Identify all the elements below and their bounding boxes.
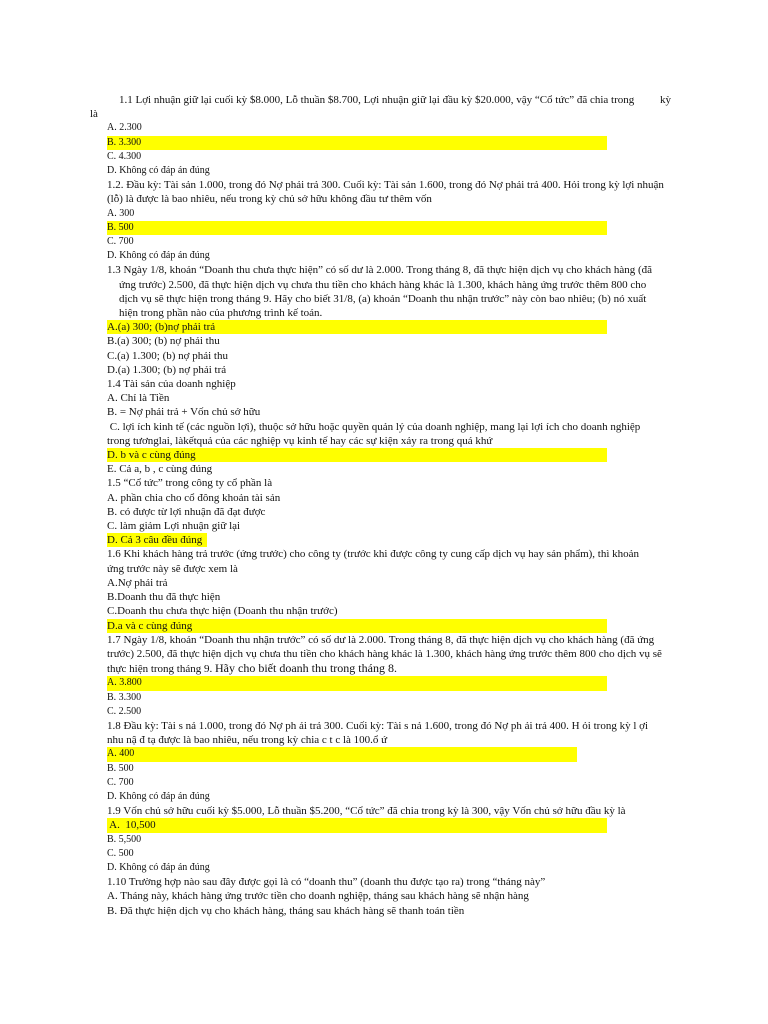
question-3-text: 1.3 Ngày 1/8, khoản “Doanh thu chưa thực hiện” có số dư là 2.000. Trong tháng 8, đã thực hiện dịch vụ cho khách hàng (đã bbox=[107, 264, 653, 277]
option-a: A. phần chia cho cổ đông khoản tài sản bbox=[107, 491, 281, 504]
option-a: A. 2.300 bbox=[107, 122, 142, 134]
question-7-text-line2: trước) 2.500, đã thực hiện dịch vụ chưa thu tiền cho khách hàng khác là 1.300, khách hàng ứng trước thêm 800 cho dịch vụ sẽ bbox=[107, 647, 662, 660]
option-c: C. 700 bbox=[107, 236, 134, 248]
question-text-tail: kỳ bbox=[660, 94, 671, 106]
question-6-text: 1.6 Khi khách hàng trả trước (ứng trước) cho công ty (trước khi được công ty cung cấp dịch vụ hay sản phẩm), thì khoản bbox=[107, 548, 640, 561]
question-3-text-line4: hiện trong phần nào của phương trình kế toán. bbox=[119, 307, 323, 320]
option-d: D.(a) 1.300; (b) nợ phải trả bbox=[107, 363, 227, 376]
option-d: D. Không có đáp án đúng bbox=[107, 790, 210, 802]
question-5-text: 1.5 “Cổ tức” trong công ty cổ phần là bbox=[107, 477, 273, 490]
option-c: C.Doanh thu chưa thực hiện (Doanh thu nhận trước) bbox=[107, 605, 338, 618]
question-3-text-line3: dịch vụ sẽ thực hiện trong tháng 9. Hãy cho biết 31/8, (a) khoản “Doanh thu nhận trước” này còn bao nhiêu; (b) nó xuất bbox=[119, 292, 647, 305]
question-2-text: 1.2. Đầu kỳ: Tài sản 1.000, trong đó Nợ phải trả 300. Cuối kỳ: Tài sản 1.600, trong đó Nợ phải trả 400. Hỏi trong kỳ lợi nhuận bbox=[107, 179, 664, 192]
spacer bbox=[107, 107, 692, 121]
option-d-correct: D.a và c cùng đúng bbox=[107, 619, 607, 633]
option-b: B. 500 bbox=[107, 762, 134, 774]
option-d: D. Không có đáp án đúng bbox=[107, 165, 210, 176]
option-b: B. 3.300 bbox=[107, 691, 142, 703]
question-2-text-line2: (lỗ) là được là bao nhiêu, nếu trong kỳ chủ sở hữu không đầu tư thêm vốn bbox=[107, 193, 432, 206]
question-10-text: 1.10 Trường hợp nào sau đây được gọi là có “doanh thu” (doanh thu được tạo ra) trong “tháng này” bbox=[107, 876, 546, 889]
question-text: 1.1 Lợi nhuận giữ lại cuối kỳ $8.000, Lỗ thuần $8.700, Lợi nhuận giữ lại đầu kỳ $20.000, vậy “Cổ tức” đã chia trong bbox=[119, 94, 635, 106]
question-7-text-line3a: thực hiện trong tháng 9. bbox=[107, 663, 215, 676]
option-a: A. Tháng này, khách hàng ứng trước tiền cho doanh nghiệp, tháng sau khách hàng sẽ nhận hàng bbox=[107, 890, 529, 903]
option-b: B. 5,500 bbox=[107, 833, 142, 845]
option-a: A.Nợ phải trả bbox=[107, 576, 168, 589]
option-c: C.(a) 1.300; (b) nợ phải thu bbox=[107, 349, 228, 362]
option-a-correct: A. 10,500 bbox=[107, 818, 607, 832]
option-b-correct: B. 3.300 bbox=[107, 136, 607, 150]
question-3-text-line2: ứng trước) 2.500, đã thực hiện dịch vụ chưa thu tiền cho khách hàng khác là 1.300, khách hàng ứng trước thêm 800 cho bbox=[119, 278, 647, 291]
option-b: B. có được từ lợi nhuận đã đạt được bbox=[107, 505, 266, 518]
option-b: B.Doanh thu đã thực hiện bbox=[107, 591, 221, 604]
option-e: E. Cả a, b , c cùng đúng bbox=[107, 463, 213, 476]
question-1 bbox=[90, 93, 692, 121]
question-7-text-line3 bbox=[107, 661, 692, 676]
option-b: B. = Nợ phải trả + Vốn chủ sở hữu bbox=[107, 406, 261, 419]
option-d-correct: D. b và c cùng đúng bbox=[107, 448, 607, 462]
question-4-text: 1.4 Tài sản của doanh nghiệp bbox=[107, 378, 236, 391]
option-a: A. 300 bbox=[107, 207, 135, 219]
option-c: C. 2.500 bbox=[107, 705, 142, 717]
option-b: B.(a) 300; (b) nợ phải thu bbox=[107, 335, 220, 348]
question-6-text-line2: ứng trước này sẽ được xem là bbox=[107, 562, 238, 575]
question-8-text-line2: nhu nậ đ tạ được là bao nhiêu, nếu trong kỳ chia c t c là 100.ổ ứ bbox=[107, 734, 388, 747]
option-c: C. lợi ích kinh tế (các nguồn lợi), thuộc sở hữu hoặc quyền quản lý của doanh nghiệp, mang lại lợi ích cho doanh nghiệp bbox=[107, 420, 641, 433]
option-c: C. 500 bbox=[107, 847, 134, 859]
option-d: D. Không có đáp án đúng bbox=[107, 250, 210, 262]
option-a-correct: A.(a) 300; (b)nợ phải trả bbox=[107, 320, 607, 334]
option-b: B. Đã thực hiện dịch vụ cho khách hàng, tháng sau khách hàng sẽ thanh toán tiền bbox=[107, 904, 465, 917]
option-c: C. 4.300 bbox=[107, 150, 142, 162]
question-9-text: 1.9 Vốn chủ sở hữu cuối kỳ $5.000, Lỗ thuần $5.200, “Cổ tức” đã chia trong kỳ là 300, vậy Vốn chủ sở hữu đầu kỳ là bbox=[107, 805, 626, 818]
option-c: C. 700 bbox=[107, 776, 134, 788]
question-text-continuation: là bbox=[90, 108, 98, 121]
option-d: D. Không có đáp án đúng bbox=[107, 861, 210, 873]
quiz-content bbox=[90, 93, 692, 918]
question-7-text-line3b: Hãy cho biết doanh thu trong tháng 8. bbox=[215, 661, 397, 676]
option-b-correct: B. 500 bbox=[107, 221, 607, 235]
question-7-text: 1.7 Ngày 1/8, khoản “Doanh thu nhận trước” có số dư là 2.000. Trong tháng 8, đã thực hiện dịch vụ cho khách hàng (đã ứng bbox=[107, 633, 655, 646]
option-c-continuation: trong tươnglai, làkếtquả của các nghiệp vụ kinh tế hay các sự kiện xảy ra trong quá khứ bbox=[107, 434, 493, 447]
option-a-correct: A. 400 bbox=[107, 747, 577, 761]
option-a-correct: A. 3.800 bbox=[107, 676, 607, 690]
option-a: A. Chỉ là Tiền bbox=[107, 392, 170, 405]
option-d-correct: D. Cả 3 câu đều đúng bbox=[107, 533, 207, 547]
option-c: C. làm giảm Lợi nhuận giữ lại bbox=[107, 520, 241, 533]
question-8-text: 1.8 Đầu kỳ: Tài s nả 1.000, trong đó Nợ ph ải trả 300. Cuối kỳ: Tài s nả 1.600, trong đó Nợ ph ải trả 400. H ỏi trong kỳ l ợi bbox=[107, 719, 649, 732]
